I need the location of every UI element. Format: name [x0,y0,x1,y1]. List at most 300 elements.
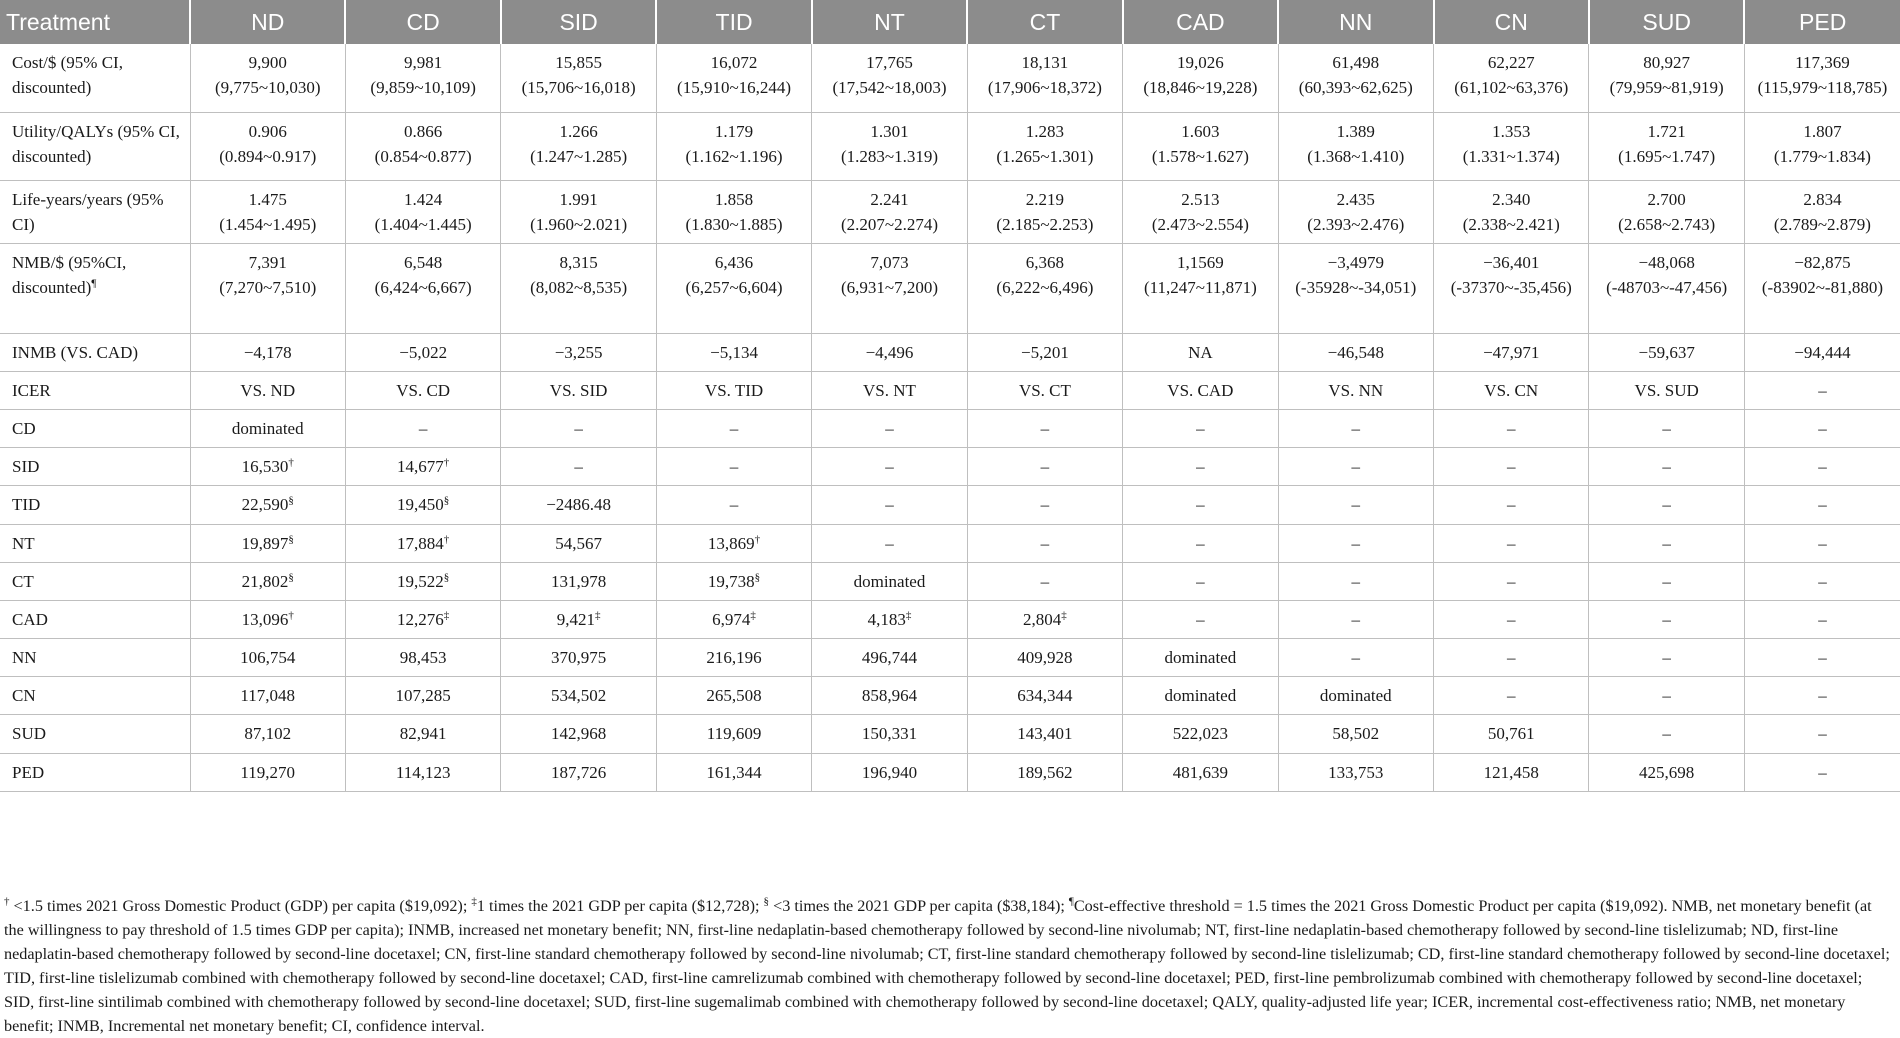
cell-footnote-mark: ‡ [905,609,912,622]
table-cell [345,524,500,562]
header-cd: CD [345,0,500,44]
table-cell [190,180,345,243]
table-cell [190,753,345,791]
table-row [0,562,1900,600]
cell-value: NA [1188,342,1213,362]
table-cell [190,410,345,448]
cell-footnote-mark: § [288,532,294,545]
table-cell [1744,677,1900,715]
cell-value: – [1818,762,1827,782]
footnote-symbol-dagger: † [4,895,10,908]
table-row [0,180,1900,243]
table-cell [1744,112,1900,180]
row-label-text: SID [12,457,40,477]
cell-confidence-interval: (1.162~1.196) [685,146,783,166]
cell-value: 1.301 [870,121,909,141]
table-cell [1744,524,1900,562]
cell-value: 142,968 [550,724,607,744]
cell-value: 15,855 [555,53,602,72]
cell-confidence-interval: (1.830~1.885) [685,214,783,234]
cell-value: – [1818,495,1827,515]
table-cell [1434,600,1589,638]
cell-value: 2.834 [1803,189,1842,209]
row-label-text: Life-years/years (95% CI) [12,189,164,234]
table-cell [190,333,345,371]
cell-value: 1.721 [1647,121,1686,141]
cell-value: – [1196,495,1205,515]
table-cell [656,486,811,524]
table-cell [812,600,967,638]
cell-confidence-interval: (2.789~2.879) [1773,214,1871,234]
table-cell [1589,112,1744,180]
cell-value: 87,102 [244,724,292,744]
cell-value: – [1818,419,1827,439]
row-label [0,180,190,243]
row-label [0,600,190,638]
cell-value: 6,974 [712,609,751,629]
cell-confidence-interval: (60,393~62,625) [1298,78,1413,98]
header-tid: TID [656,0,811,44]
cell-value: dominated [1319,686,1392,706]
table-cell [656,562,811,600]
table-cell [190,715,345,753]
cell-confidence-interval: (17,906~18,372) [987,78,1102,98]
cell-value: – [1818,609,1827,629]
table-cell [501,243,656,333]
cell-value: 2.219 [1025,189,1065,209]
cell-value: – [1040,571,1050,591]
table-cell [1434,486,1589,524]
row-label [0,753,190,791]
row-label [0,562,190,600]
row-label-text: SUD [12,724,47,744]
table-cell [656,44,811,112]
table-cell [190,562,345,600]
table-cell [1123,112,1278,180]
cell-value: – [1818,686,1827,706]
table-cell [812,753,967,791]
table-cell [967,562,1122,600]
row-label-footnote-mark: ¶ [91,277,97,290]
cell-confidence-interval: (1.779~1.834) [1773,146,1871,166]
cell-value: 1.991 [559,189,598,209]
cell-value: – [729,419,739,439]
row-label-text: CT [12,571,34,591]
cell-value: 7,073 [870,252,909,272]
cell-footnote-mark: § [754,571,761,584]
cell-value: – [1040,533,1050,553]
footnote-text-4: Cost-effective threshold = 1.5 times the 2021 Gross Domestic Product per capita ($19,092). NMB, net monetary benefit (at the willingness to pay threshold of 1.5 times GDP per capita); INMB, increased net monetary benefit; NN, first-line nedaplatin-based chemotherapy followed by second-line nivolumab; NT, first-line nedaplatin-based chemotherapy followed by second-line tislelizumab; ND, first-line nedaplatin-based chemotherapy followed by second-line docetaxel; CN, first-line standard chemotherapy followed by second-line nivolumab; CT, first-line standard chemotherapy followed by second-line tislelizumab; CD, first-line standard chemotherapy followed by second-line docetaxel; TID, first-line tislelizumab combined with chemotherapy followed by second-line docetaxel; CAD, first-line camrelizumab combined with chemotherapy followed by second-line docetaxel; PED, first-line pembrolizumab combined with chemotherapy followed by second-line docetaxel; SID, first-line sintilimab combined with chemotherapy followed by second-line docetaxel; SUD, first-line sugemalimab combined with chemotherapy followed by second-line docetaxel; QALY, quality-adjusted life year; ICER, incremental cost-effectiveness ratio; NMB, net monetary benefit; INMB, Incremental net monetary benefit; CI, confidence interval. [4,897,1890,1035]
table-cell [345,562,500,600]
cell-confidence-interval: (1.578~1.627) [1151,146,1249,166]
table-cell [967,243,1122,333]
table-cell [1589,44,1744,112]
row-label-text: Cost/$ (95% CI, discounted) [12,53,123,98]
cell-confidence-interval: (1.960~2.021) [530,214,628,234]
table-cell [501,715,656,753]
cell-value: 13,869 [707,533,755,553]
row-label-text: TID [12,495,41,515]
cell-value: 189,562 [1017,762,1073,782]
row-label [0,448,190,486]
cell-value: VS. NN [1328,380,1384,400]
cell-value: – [1662,457,1671,477]
row-label-text: NN [12,648,37,668]
cell-confidence-interval: (115,979~118,785) [1757,78,1888,98]
cell-value: – [1662,533,1671,553]
cell-value: 858,964 [861,686,918,706]
table-cell [501,677,656,715]
cell-value: 98,453 [399,648,447,668]
cell-footnote-mark: ‡ [594,609,601,622]
table-cell [656,639,811,677]
cell-value: 2.700 [1647,189,1686,209]
table-cell [1434,410,1589,448]
row-label-text: NMB/$ (95%CI, discounted) [12,252,127,297]
table-cell [1744,243,1900,333]
cell-value: – [1351,457,1361,477]
table-cell [656,677,811,715]
table-cell [1744,486,1900,524]
cell-value: −94,444 [1794,342,1851,362]
cell-value: 143,401 [1017,724,1073,744]
table-cell [1744,44,1900,112]
cell-value: – [1506,533,1516,553]
cell-value: 119,270 [240,762,296,782]
footnote-symbol-pilcrow: ¶ [1068,895,1074,908]
cell-value: 1.475 [248,189,287,209]
table-cell [501,562,656,600]
cell-footnote-mark: † [288,456,294,469]
cell-value: – [418,419,428,439]
table-cell [1589,371,1744,409]
cell-value: – [1506,686,1516,706]
cell-value: 481,639 [1172,762,1228,782]
table-cell [1434,562,1589,600]
cell-confidence-interval: (6,222~6,496) [996,277,1094,297]
cell-confidence-interval: (61,102~63,376) [1454,78,1569,98]
header-ct: CT [967,0,1122,44]
cell-value: 80,927 [1643,53,1691,72]
cell-value: −48,068 [1638,252,1695,272]
table-cell [501,448,656,486]
cell-value: 161,344 [706,762,762,782]
cell-value: −82,875 [1794,252,1851,272]
footnote-text-2: 1 times the 2021 GDP per capita ($12,728); [476,897,764,915]
cell-value: 16,530 [241,457,289,477]
cell-value: – [885,533,894,553]
table-cell [812,410,967,448]
table-cell [345,243,500,333]
cell-value: 0.866 [404,121,443,141]
table-cell [1744,753,1900,791]
cell-confidence-interval: (1.368~1.410) [1307,146,1405,166]
table-row [0,715,1900,753]
cell-confidence-interval: (1.454~1.495) [219,214,317,234]
header-sid: SID [501,0,656,44]
table-cell [812,524,967,562]
cell-value: 1.807 [1803,121,1842,141]
table-cell [1278,448,1433,486]
table-cell [812,112,967,180]
cell-confidence-interval: (2.393~2.476) [1307,214,1405,234]
cell-value: 7,391 [248,252,287,272]
row-label-text: CN [12,686,36,706]
table-cell [656,753,811,791]
header-sud: SUD [1589,0,1744,44]
cell-value: – [1351,419,1361,439]
cell-value: 19,897 [241,533,289,553]
table-cell [1589,639,1744,677]
table-cell [1434,44,1589,112]
table-cell [812,486,967,524]
cell-value: – [1662,571,1671,591]
cell-confidence-interval: (0.854~0.877) [374,146,472,166]
table-cell [1123,562,1278,600]
table-cell [812,180,967,243]
cell-value: – [885,457,894,477]
cell-confidence-interval: (1.283~1.319) [840,146,938,166]
cell-value: 0.906 [248,121,287,141]
table-cell [345,371,500,409]
cell-value: – [1351,571,1361,591]
table-cell [1589,600,1744,638]
table-cell [1123,600,1278,638]
cell-value: – [885,419,894,439]
cell-value: – [574,419,583,439]
cell-value: dominated [1164,648,1237,668]
table-cell [812,677,967,715]
table-cell [656,180,811,243]
cell-value: 106,754 [240,648,296,668]
cell-confidence-interval: (9,859~10,109) [370,78,476,98]
cell-value: 133,753 [1328,762,1384,782]
table-cell [812,243,967,333]
row-label-text: ICER [12,380,51,400]
table-cell [1123,410,1278,448]
table-cell [812,715,967,753]
table-cell [1278,600,1433,638]
cell-footnote-mark: § [443,494,450,507]
cell-value: 2.340 [1492,189,1531,209]
table-cell [812,333,967,371]
table-cell [1589,677,1744,715]
cell-confidence-interval: (0.894~0.917) [219,146,317,166]
table-cell [1589,753,1744,791]
table-cell [501,524,656,562]
table-cell [967,371,1122,409]
row-label-text: CD [12,419,36,439]
cell-value: – [1818,380,1827,400]
cell-value: – [1818,533,1827,553]
cell-value: −36,401 [1483,252,1540,272]
cell-footnote-mark: § [443,571,450,584]
cell-value: – [1506,419,1516,439]
row-label [0,333,190,371]
table-cell [345,112,500,180]
header-treatment: Treatment [0,0,190,44]
table-row [0,677,1900,715]
table-row [0,486,1900,524]
cell-value: −46,548 [1327,342,1384,362]
table-cell [1744,371,1900,409]
cell-value: – [1196,533,1205,553]
table-cell [967,410,1122,448]
cell-value: 2.241 [870,189,909,209]
cell-value: 6,368 [1025,252,1065,272]
cell-value: – [1351,648,1361,668]
header-nt: NT [812,0,967,44]
table-row [0,243,1900,333]
table-cell [1744,562,1900,600]
table-cell [1278,562,1433,600]
table-cell [967,333,1122,371]
cell-confidence-interval: (2.185~2.253) [996,214,1094,234]
cell-value: – [729,495,739,515]
cell-confidence-interval: (6,931~7,200) [840,277,938,297]
cell-confidence-interval: (15,910~16,244) [677,78,792,98]
cell-value: – [729,457,739,477]
table-cell [501,753,656,791]
table-cell [656,715,811,753]
cell-value: 196,940 [861,762,918,782]
table-cell [1744,410,1900,448]
cell-value: 634,344 [1017,686,1073,706]
cell-value: 1,1569 [1176,252,1224,272]
table-cell [1278,524,1433,562]
table-cell [1278,112,1433,180]
table-cell [1278,677,1433,715]
table-cell [1744,448,1900,486]
table-cell [1278,44,1433,112]
table-cell [345,410,500,448]
cell-value: 62,227 [1487,53,1535,72]
table-cell [501,44,656,112]
table-cell [1123,44,1278,112]
table-cell [1589,486,1744,524]
cell-value: 150,331 [861,724,918,744]
cell-value: −4,496 [865,342,914,362]
cell-value: 265,508 [706,686,762,706]
cell-value: – [1196,457,1205,477]
cell-value: – [1818,724,1827,744]
cell-value: 121,458 [1483,762,1539,782]
table-cell [345,753,500,791]
cell-value: dominated [1164,686,1237,706]
table-cell [1123,180,1278,243]
table-cell [1278,371,1433,409]
cell-value: 8,315 [559,252,598,272]
row-label-text: Utility/QALYs (95% CI, discounted) [12,121,180,166]
cell-value: −2486.48 [546,495,612,515]
footnote-symbol-double-dagger: ‡ [471,895,477,908]
cell-footnote-mark: § [288,571,294,584]
table-row [0,371,1900,409]
table-row [0,753,1900,791]
table-cell [967,753,1122,791]
cell-value: 1.283 [1025,121,1065,141]
table-cell [501,371,656,409]
cell-value: – [1662,648,1671,668]
cell-value: 61,498 [1332,53,1380,72]
table-cell [812,562,967,600]
cell-value: VS. CAD [1167,380,1234,400]
cell-confidence-interval: (-37370~-35,456) [1450,277,1572,297]
cell-value: 1.179 [714,121,754,141]
table-cell [656,112,811,180]
table-cell [967,448,1122,486]
table-cell [1434,448,1589,486]
cell-value: 14,677 [397,457,444,477]
cell-value: – [1506,495,1516,515]
cell-value: – [1662,495,1671,515]
table-footnote [4,894,1894,1038]
cell-value: – [1040,457,1050,477]
cell-value: 6,548 [404,252,443,272]
footnote-symbol-section: § [763,895,770,908]
cell-value: 187,726 [550,762,607,782]
cell-footnote-mark: † [288,609,294,622]
table-cell [656,410,811,448]
cell-value: – [885,495,894,515]
cell-value: −3,255 [554,342,603,362]
cell-value: – [1196,419,1205,439]
cell-value: 4,183 [867,609,906,629]
table-cell [1278,333,1433,371]
table-cell [190,448,345,486]
table-cell [812,448,967,486]
table-cell [656,524,811,562]
cell-value: VS. CT [1018,380,1071,400]
cell-value: 54,567 [555,533,602,553]
cell-value: 2,804 [1023,609,1062,629]
cell-value: – [1040,495,1050,515]
cell-value: 2.513 [1181,189,1220,209]
footnote-text-1: <1.5 times 2021 Gross Domestic Product (GDP) per capita ($19,092); [9,897,472,915]
table-cell [656,333,811,371]
table-cell [967,715,1122,753]
cell-value: 1.266 [559,121,598,141]
table-cell [345,486,500,524]
table-row [0,524,1900,562]
cell-value: 119,609 [706,724,762,744]
cell-value: 131,978 [550,571,607,591]
cell-value: VS. CD [396,380,451,400]
cell-value: – [1662,724,1671,744]
table-cell [190,112,345,180]
table-cell [345,333,500,371]
cell-confidence-interval: (-83902~-81,880) [1761,277,1883,297]
table-cell [1434,524,1589,562]
cell-value: −59,637 [1638,342,1695,362]
cell-value: 370,975 [550,648,607,668]
table-cell [1123,333,1278,371]
cell-value: – [1196,571,1205,591]
table-cell [1434,243,1589,333]
cell-value: – [1818,457,1827,477]
table-cell [967,486,1122,524]
table-cell [967,600,1122,638]
table-row [0,448,1900,486]
table-cell [1744,639,1900,677]
cell-confidence-interval: (1.247~1.285) [530,146,628,166]
cell-value: 9,981 [404,53,443,72]
cell-value: 9,421 [556,609,595,629]
cell-value: – [1818,571,1827,591]
table-row [0,112,1900,180]
table-cell [501,333,656,371]
cell-value: 18,131 [1021,53,1069,72]
